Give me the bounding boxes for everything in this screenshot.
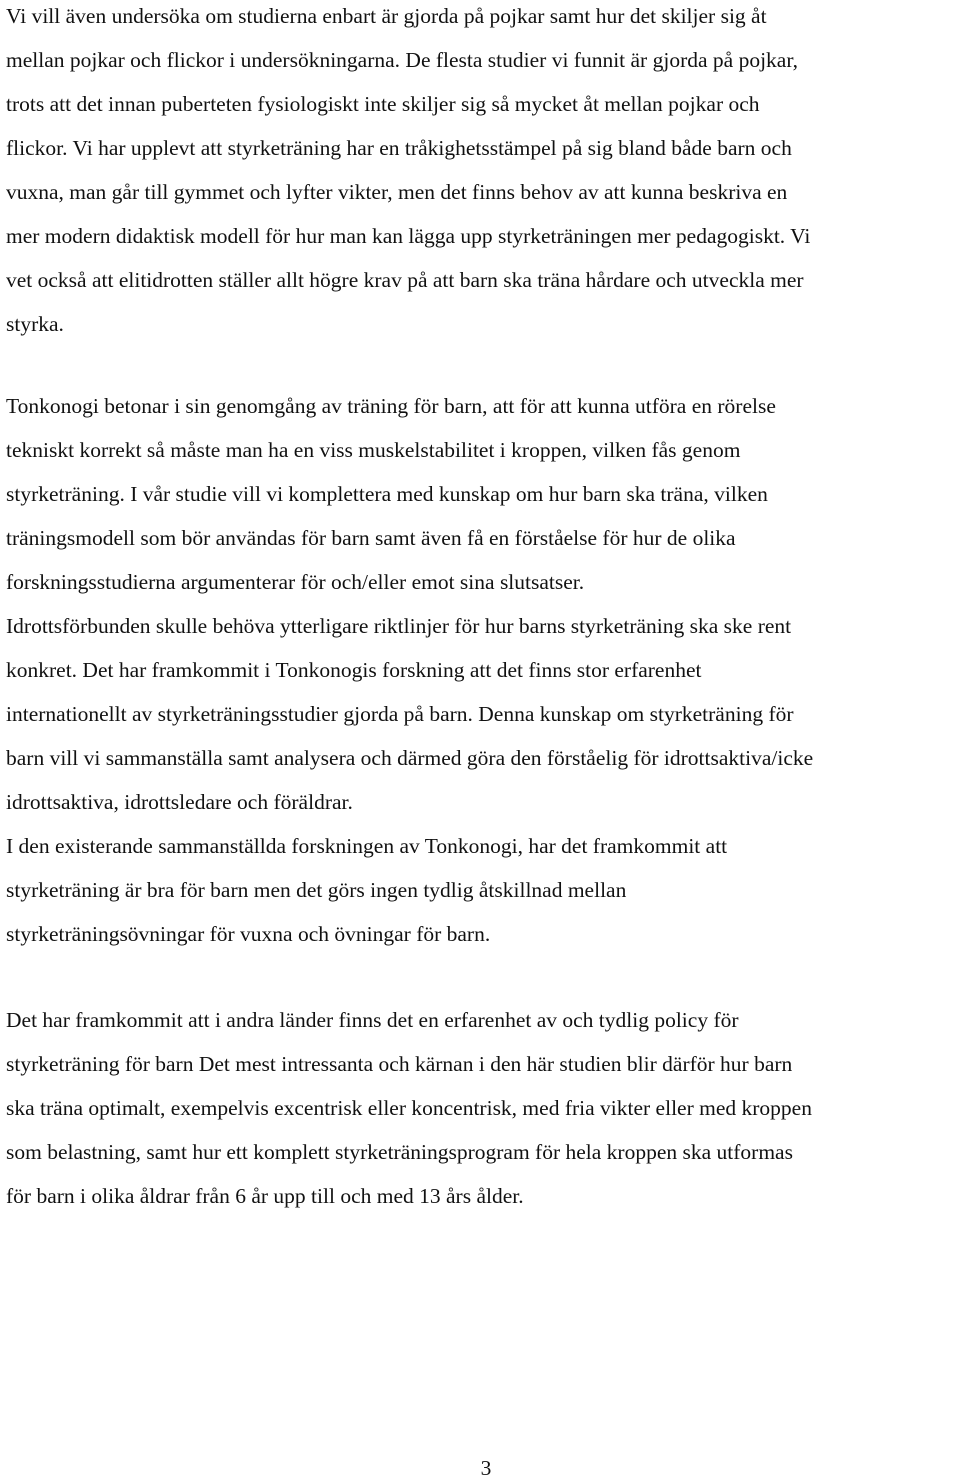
paragraph-1: Vi vill även undersöka om studierna enbart är gjorda på pojkar samt hur det skiljer sig åt mellan pojkar och flickor i undersökningarna. De flesta studier vi funnit är gjorda på pojkar, trots att det innan puberteten fysiologiskt inte skiljer sig så mycket åt mellan pojkar och flickor. Vi har upplevt att styrketräning har en tråkighetsstämpel på sig bland både barn och vuxna, man går till gymmet och lyfter vikter, men det finns behov av att kunna beskriva en mer modern didaktisk modell för hur man kan lägga upp styrketräningen mer pedagogiskt. Vi vet också att elitidrotten ställer allt högre krav på att barn ska träna hårdare och utveckla mer styrka. — [6, 4, 811, 336]
paragraph-3: Det har framkommit att i andra länder finns det en erfarenhet av och tydlig policy för styrketräning för barn Det mest intressanta och kärnan i den här studien blir därför hur barn ska träna optimalt, exempelvis excentrisk eller koncentrisk, med fria vikter eller med kroppen som belastning, samt hur ett komplett styrketräningsprogram för hela kroppen ska utformas för barn i olika åldrar från 6 år upp till och med 13 års ålder. — [6, 1008, 812, 1208]
paragraph-2: Tonkonogi betonar i sin genomgång av träning för barn, att för att kunna utföra en rörelse tekniskt korrekt så måste man ha en viss muskelstabilitet i kroppen, vilken fås genom styrketräning. I vår studie vill vi komplettera med kunskap om hur barn ska träna, vilken träningsmodell som bör användas för barn samt även få en förståelse för hur de olika forskningsstudierna argumenterar för och/eller emot sina slutsatser. Idrottsförbunden skulle behöva ytterligare riktlinjer för hur barns styrketräning ska ske rent konkret. Det har framkommit i Tonkonogis forskning att det finns stor erfarenhet internationellt av styrketräningsstudier gjorda på barn. Denna kunskap om styrketräning för barn vill vi sammanställa samt analysera och därmed göra den förståelig för idrottsaktiva/icke idrottsaktiva, idrottsledare och föräldrar. I den existerande sammanställda forskningen av Tonkonogi, har det framkommit att styrketräning är bra för barn men det görs ingen tydlig åtskillnad mellan styrketräningsövningar för vuxna och övningar för barn. — [6, 394, 814, 946]
page-number: 3 — [480, 1456, 492, 1480]
